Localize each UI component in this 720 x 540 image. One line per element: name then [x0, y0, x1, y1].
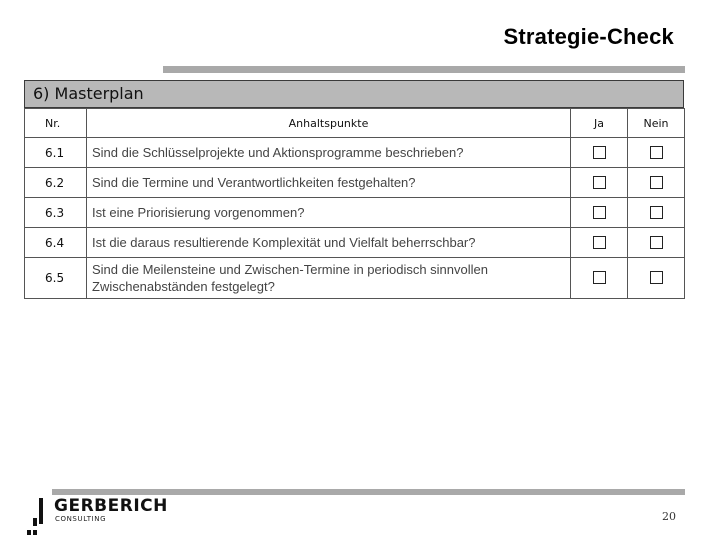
yes-checkbox[interactable]: [593, 146, 606, 159]
column-header-yes: Ja: [571, 109, 628, 138]
table-row: [25, 228, 685, 258]
yes-cell: [571, 168, 628, 198]
footer-divider: [52, 489, 685, 495]
row-number: 6.2: [25, 168, 87, 198]
column-header-question: Anhaltspunkte: [87, 109, 571, 138]
page-number: 20: [662, 510, 676, 523]
yes-checkbox[interactable]: [593, 176, 606, 189]
logo-name: GERBERICH: [54, 496, 168, 516]
row-question: Ist die daraus resultierende Komplexität und Vielfalt beherrschbar?: [87, 228, 571, 258]
no-checkbox[interactable]: [650, 206, 663, 219]
logo-subtitle: CONSULTING: [55, 515, 107, 523]
page-title: Strategie-Check: [503, 24, 674, 49]
column-header-nr: Nr.: [25, 109, 87, 138]
section-header: [24, 80, 684, 108]
table-row: [25, 258, 685, 299]
company-logo: [26, 496, 176, 536]
no-checkbox[interactable]: [650, 176, 663, 189]
table-row: [25, 138, 685, 168]
no-cell: [628, 168, 685, 198]
checklist-table: [24, 108, 685, 299]
no-cell: [628, 228, 685, 258]
row-number: 6.1: [25, 138, 87, 168]
yes-cell: [571, 258, 628, 299]
no-checkbox[interactable]: [650, 236, 663, 249]
no-cell: [628, 138, 685, 168]
yes-cell: [571, 228, 628, 258]
yes-checkbox[interactable]: [593, 236, 606, 249]
table-row: [25, 198, 685, 228]
table-row: [25, 168, 685, 198]
section-title: 6) Masterplan: [33, 84, 144, 103]
row-number: 6.4: [25, 228, 87, 258]
title-divider: [163, 66, 685, 73]
yes-checkbox[interactable]: [593, 206, 606, 219]
row-question: Ist eine Priorisierung vorgenommen?: [87, 198, 571, 228]
yes-checkbox[interactable]: [593, 271, 606, 284]
logo-mark-icon: [26, 496, 50, 536]
table-header-row: [25, 109, 685, 138]
column-header-no: Nein: [628, 109, 685, 138]
yes-cell: [571, 138, 628, 168]
no-checkbox[interactable]: [650, 271, 663, 284]
row-question: Sind die Meilensteine und Zwischen-Termine in periodisch sinnvollen Zwischenabständen festgelegt?: [87, 258, 571, 299]
no-cell: [628, 198, 685, 228]
row-question: Sind die Schlüsselprojekte und Aktionsprogramme beschrieben?: [87, 138, 571, 168]
row-question: Sind die Termine und Verantwortlichkeiten festgehalten?: [87, 168, 571, 198]
row-number: 6.5: [25, 258, 87, 299]
yes-cell: [571, 198, 628, 228]
no-checkbox[interactable]: [650, 146, 663, 159]
no-cell: [628, 258, 685, 299]
row-number: 6.3: [25, 198, 87, 228]
